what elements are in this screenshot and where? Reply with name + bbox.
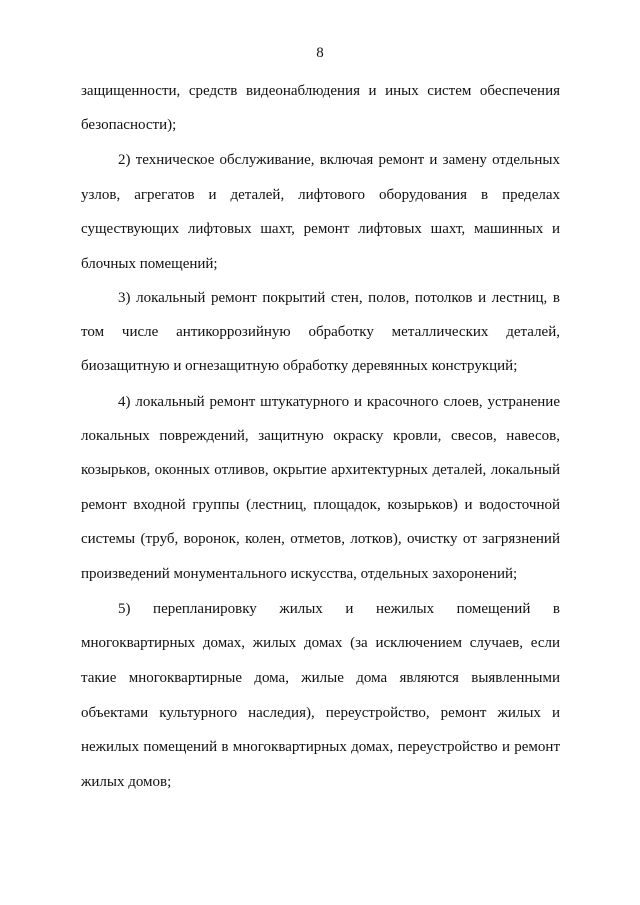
- text-line: нежилых помещений в многоквартирных домах, переустройство и ремонт: [81, 739, 560, 755]
- text-line: узлов, агрегатов и деталей, лифтового оборудования в пределах: [81, 187, 560, 203]
- page-number: 8: [316, 45, 324, 61]
- paragraph-item-5: 5) перепланировку жилых и нежилых помещений в: [118, 601, 560, 617]
- text-line: биозащитную и огнезащитную обработку деревянных конструкций;: [81, 358, 518, 374]
- paragraph-item-4: 4) локальный ремонт штукатурного и красочного слоев, устранение: [118, 394, 560, 410]
- text-line: такие многоквартирные дома, жилые дома являются выявленными: [81, 670, 560, 686]
- text-line: блочных помещений;: [81, 256, 218, 272]
- text-line: безопасности);: [81, 117, 177, 133]
- paragraph-item-2: 2) техническое обслуживание, включая ремонт и замену отдельных: [118, 152, 560, 168]
- text-line: многоквартирных домах, жилых домах (за исключением случаев, если: [81, 635, 560, 651]
- text-line: произведений монументального искусства, отдельных захоронений;: [81, 566, 518, 582]
- text-line: жилых домов;: [81, 774, 172, 790]
- text-line: объектами культурного наследия), переустройство, ремонт жилых и: [81, 705, 560, 721]
- text-line: защищенности, средств видеонаблюдения и иных систем обеспечения: [81, 83, 560, 99]
- text-line: системы (труб, воронок, колен, отметов, лотков), очистку от загрязнений: [81, 531, 560, 547]
- text-line: локальных повреждений, защитную окраску кровли, свесов, навесов,: [81, 428, 560, 444]
- text-line: ремонт входной группы (лестниц, площадок, козырьков) и водосточной: [81, 497, 560, 513]
- paragraph-item-3: 3) локальный ремонт покрытий стен, полов, потолков и лестниц, в: [118, 290, 560, 306]
- text-line: том числе антикоррозийную обработку металлических деталей,: [81, 324, 560, 340]
- text-line: козырьков, оконных отливов, окрытие архитектурных деталей, локальный: [81, 462, 560, 478]
- text-line: существующих лифтовых шахт, ремонт лифтовых шахт, машинных и: [81, 221, 560, 237]
